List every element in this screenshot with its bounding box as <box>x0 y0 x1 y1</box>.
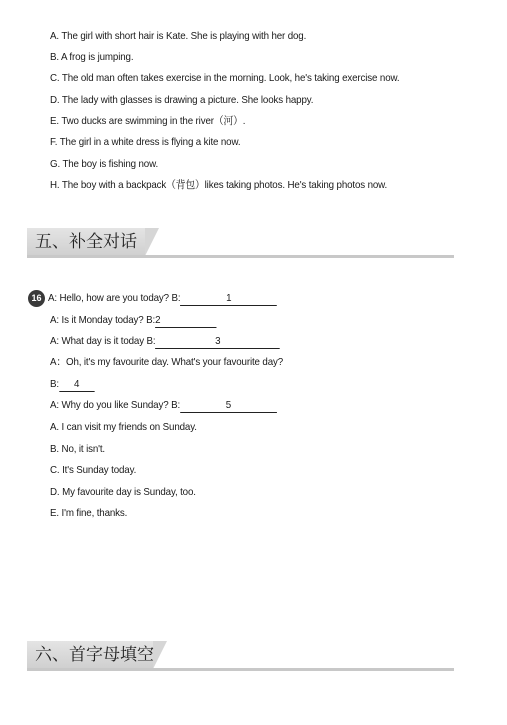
blank-2[interactable]: 2 <box>155 315 216 328</box>
dialog-line-2: A: Is it Monday today? B:2 <box>50 314 216 328</box>
answer-b: B. No, it isn't. <box>50 443 106 455</box>
dialog-line-6: A: Why do you like Sunday? B: 5 <box>50 399 277 413</box>
blank-1[interactable]: 1 <box>180 293 277 306</box>
blank-5[interactable]: 5 <box>180 400 277 413</box>
dialog-line-4: A：Oh, it's my favourite day. What's your favourite day? <box>50 356 284 368</box>
dialog-line-1: A: Hello, how are you today? B: 1 <box>48 292 277 306</box>
answer-a: A. I can visit my friends on Sunday. <box>50 421 197 433</box>
dialog-line-5: B: 4 <box>50 378 94 392</box>
option-b: B. A frog is jumping. <box>50 51 134 63</box>
answer-d: D. My favourite day is Sunday, too. <box>50 486 196 498</box>
section-6-title: 六、首字母填空 <box>35 645 154 665</box>
blank-3[interactable]: 3 <box>155 336 280 349</box>
section-6-header <box>27 641 454 673</box>
question-number-badge: 16 <box>28 290 45 307</box>
answer-e: E. I'm fine, thanks. <box>50 507 128 519</box>
option-c: C. The old man often takes exercise in the morning. Look, he's taking exercise now. <box>50 72 400 84</box>
dialog-line-3: A: What day is it today B: 3 <box>50 335 280 349</box>
option-d: D. The lady with glasses is drawing a picture. She looks happy. <box>50 94 314 106</box>
section-5-title: 五、补全对话 <box>35 232 137 252</box>
option-g: G. The boy is fishing now. <box>50 158 159 170</box>
option-e: E. Two ducks are swimming in the river（河）. <box>50 115 246 127</box>
answer-c: C. It's Sunday today. <box>50 464 137 476</box>
section-6-rule <box>27 668 454 671</box>
section-5-rule <box>27 255 454 258</box>
option-f: F. The girl in a white dress is flying a kite now. <box>50 136 241 148</box>
option-a: A. The girl with short hair is Kate. She is playing with her dog. <box>50 30 307 42</box>
option-h: H. The boy with a backpack（背包）likes taking photos. He's taking photos now. <box>50 179 388 191</box>
blank-4[interactable]: 4 <box>59 379 94 392</box>
section-5-header <box>27 228 454 260</box>
